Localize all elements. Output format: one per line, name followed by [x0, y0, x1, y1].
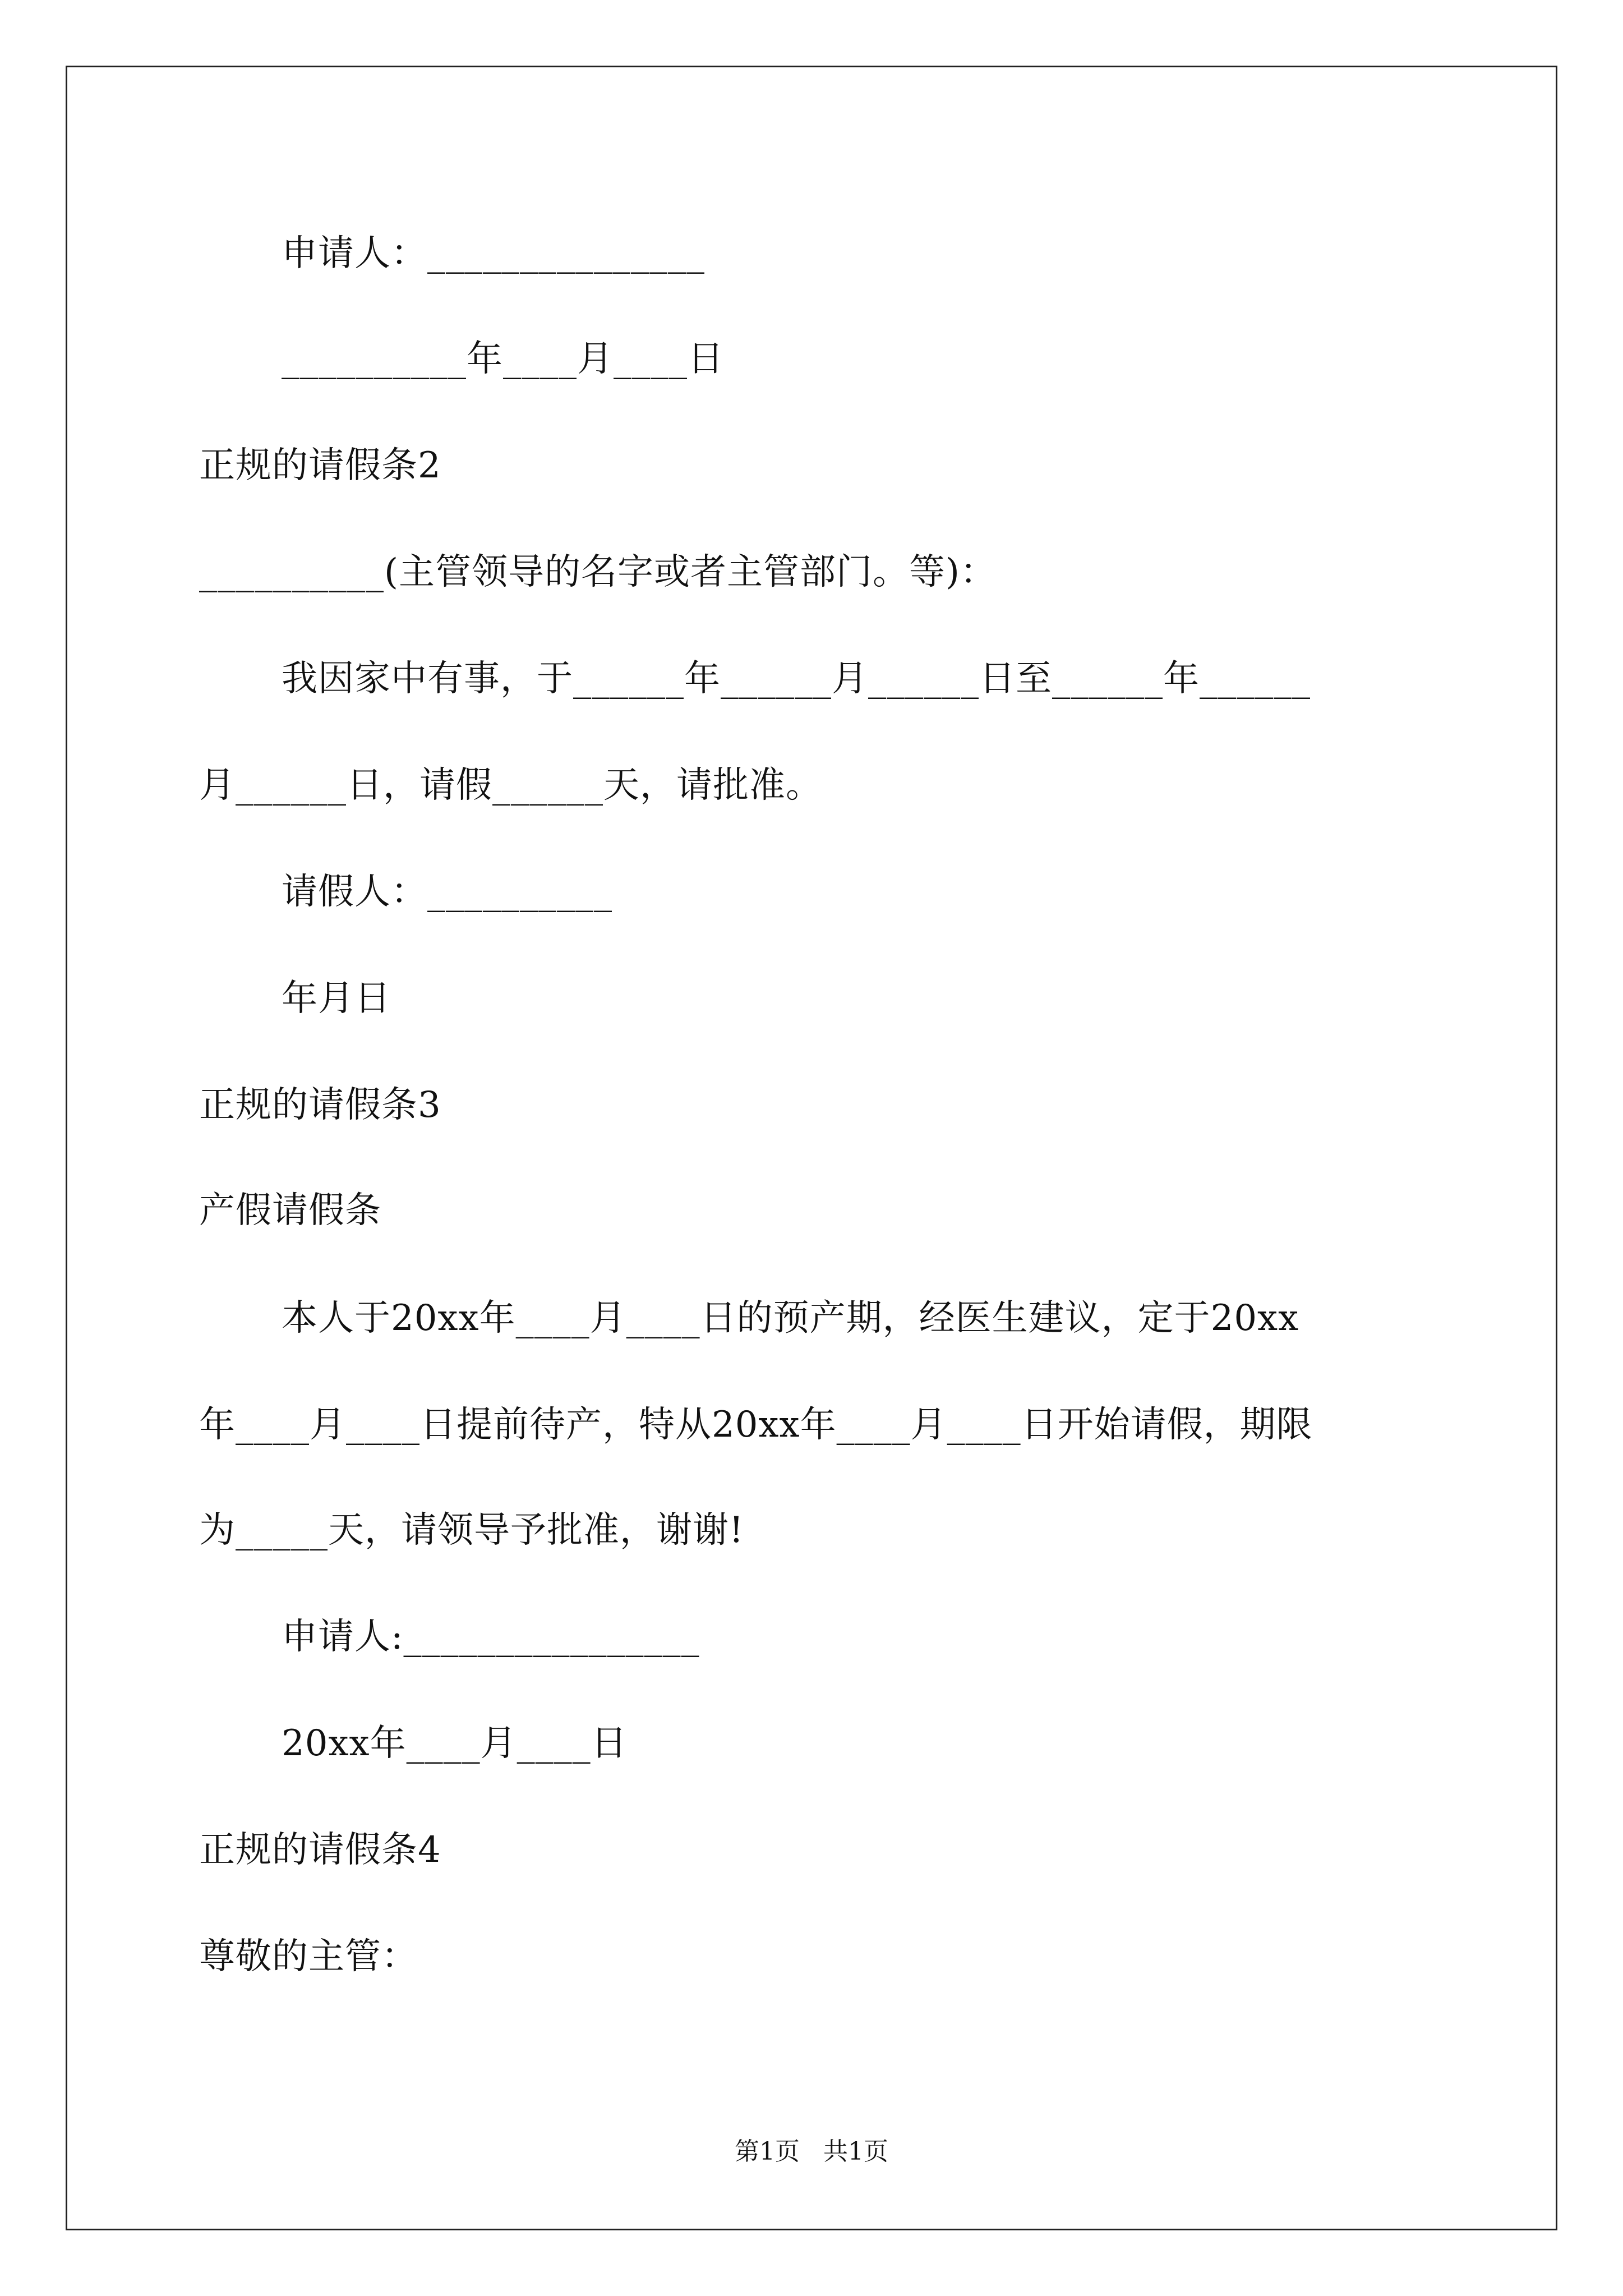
requester-line: 请假人：__________: [282, 871, 612, 913]
salutation-line: 尊敬的主管：: [199, 1936, 418, 1977]
date-line: __________年____月____日: [282, 338, 724, 380]
section-heading-2: 正规的请假条2: [199, 445, 441, 486]
page-footer: 第1页 共1页: [735, 2137, 888, 2166]
body-paragraph-line: 年____月____日提前待产，特从20xx年____月____日开始请假，期限: [199, 1404, 1313, 1446]
body-paragraph-line: 我因家中有事，于______年______月______日至______年______: [282, 658, 1311, 700]
applicant-line: 申请人：_______________: [282, 233, 705, 274]
addressee-line: __________(主管领导的名字或者主管部门。等)：: [199, 551, 997, 593]
page-border: [66, 66, 1557, 2230]
applicant-line: 申请人:________________: [282, 1616, 700, 1658]
body-paragraph-line: 本人于20xx年____月____日的预产期，经医生建议，定于20xx: [282, 1297, 1299, 1339]
section-heading-4: 正规的请假条4: [199, 1829, 441, 1871]
subheading-maternity-leave: 产假请假条: [199, 1190, 381, 1231]
section-heading-3: 正规的请假条3: [199, 1084, 441, 1126]
body-paragraph-line: 月______日，请假______天，请批准。: [199, 765, 822, 806]
date-line: 20xx年____月____日: [282, 1723, 628, 1764]
date-line: 年月日: [282, 978, 391, 1019]
body-paragraph-line: 为_____天，请领导予批准，谢谢!: [199, 1510, 744, 1551]
